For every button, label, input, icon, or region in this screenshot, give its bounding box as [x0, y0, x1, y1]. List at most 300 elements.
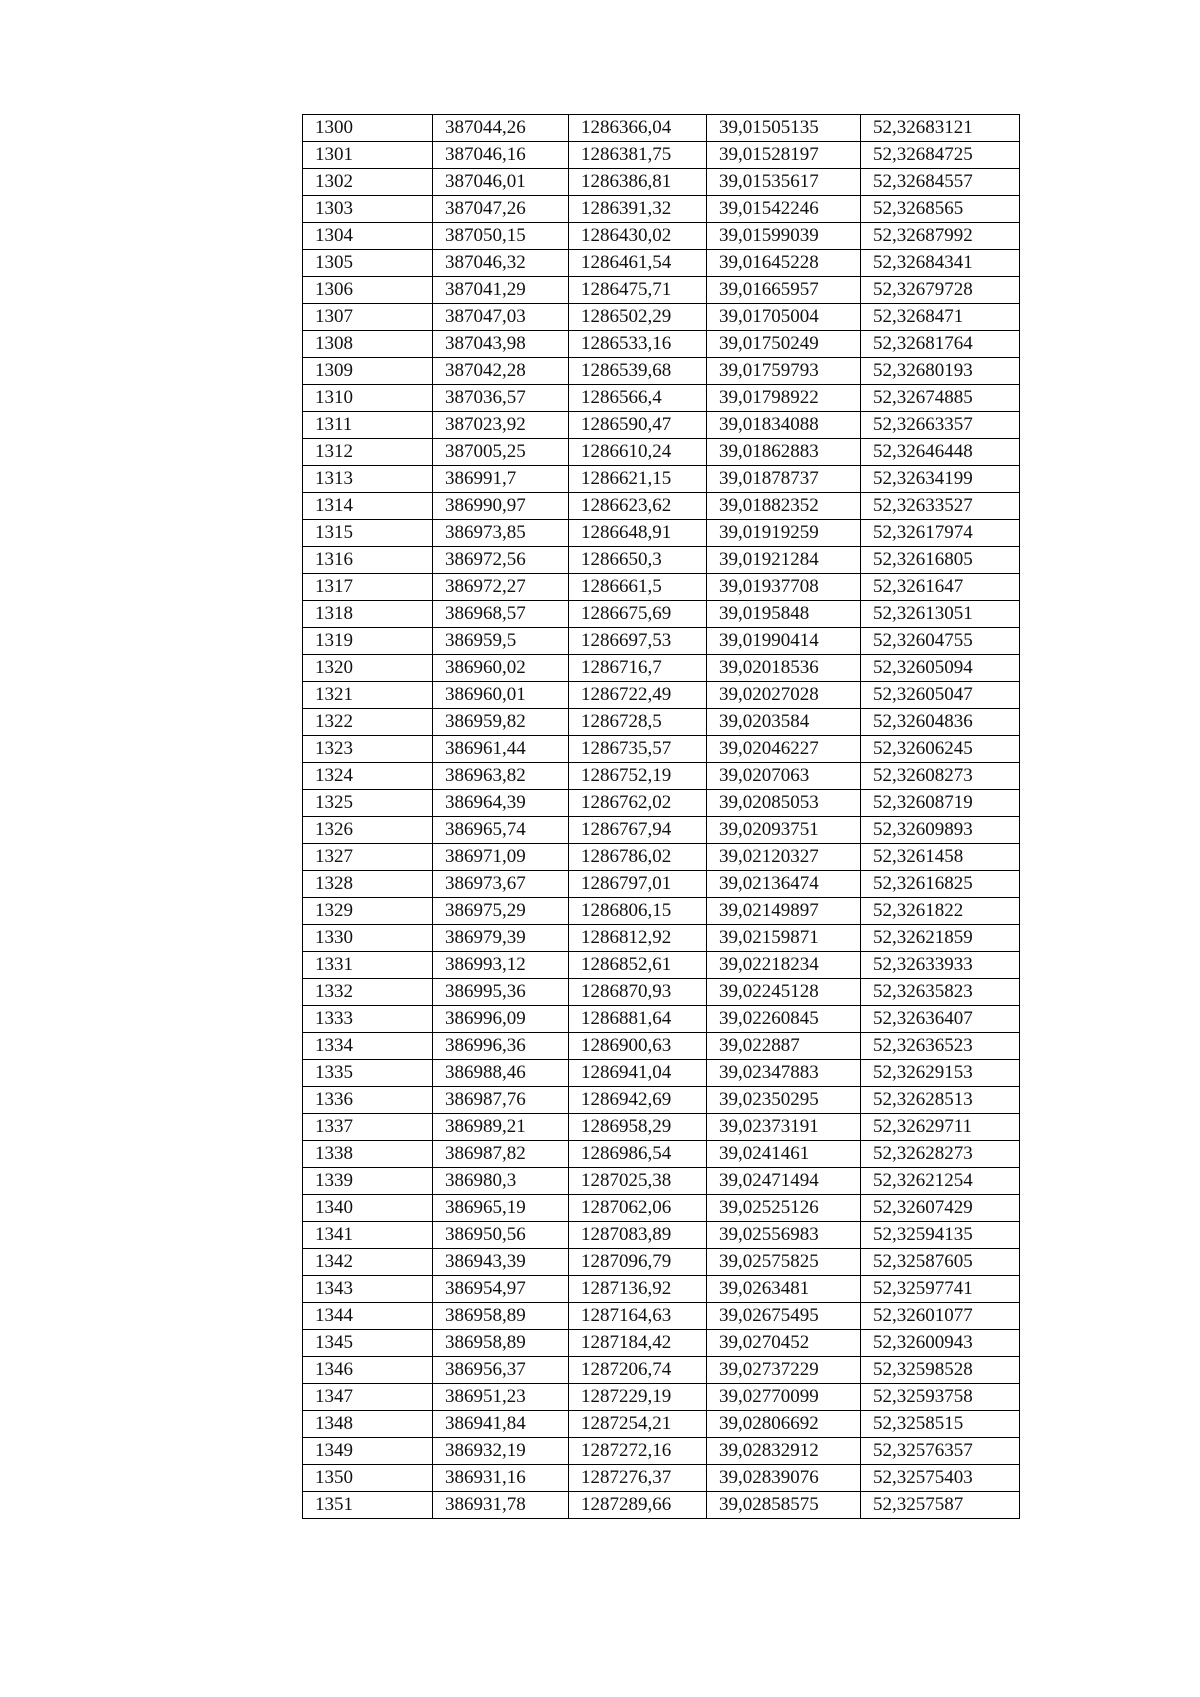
latitude-cell: 52,32616805 — [861, 547, 1020, 574]
longitude-cell: 39,02525126 — [707, 1195, 861, 1222]
latitude-cell: 52,3261458 — [861, 844, 1020, 871]
y-coordinate-cell: 1287206,74 — [569, 1357, 707, 1384]
table-row — [303, 196, 1020, 223]
table-row — [303, 1060, 1020, 1087]
table-row — [303, 763, 1020, 790]
longitude-cell: 39,02245128 — [707, 979, 861, 1006]
latitude-cell: 52,3261822 — [861, 898, 1020, 925]
point-number-cell: 1300 — [303, 115, 433, 142]
x-coordinate-cell: 386987,82 — [433, 1141, 569, 1168]
longitude-cell: 39,02046227 — [707, 736, 861, 763]
longitude-cell: 39,0241461 — [707, 1141, 861, 1168]
longitude-cell: 39,01599039 — [707, 223, 861, 250]
x-coordinate-cell: 386991,7 — [433, 466, 569, 493]
x-coordinate-cell: 386972,56 — [433, 547, 569, 574]
latitude-cell: 52,32680193 — [861, 358, 1020, 385]
longitude-cell: 39,02120327 — [707, 844, 861, 871]
y-coordinate-cell: 1287083,89 — [569, 1222, 707, 1249]
x-coordinate-cell: 386987,76 — [433, 1087, 569, 1114]
latitude-cell: 52,32604755 — [861, 628, 1020, 655]
table-row — [303, 1222, 1020, 1249]
x-coordinate-cell: 386959,5 — [433, 628, 569, 655]
x-coordinate-cell: 386965,19 — [433, 1195, 569, 1222]
x-coordinate-cell: 387042,28 — [433, 358, 569, 385]
y-coordinate-cell: 1287025,38 — [569, 1168, 707, 1195]
y-coordinate-cell: 1287272,16 — [569, 1438, 707, 1465]
point-number-cell: 1347 — [303, 1384, 433, 1411]
longitude-cell: 39,02350295 — [707, 1087, 861, 1114]
point-number-cell: 1336 — [303, 1087, 433, 1114]
latitude-cell: 52,32633933 — [861, 952, 1020, 979]
longitude-cell: 39,02085053 — [707, 790, 861, 817]
y-coordinate-cell: 1286461,54 — [569, 250, 707, 277]
longitude-cell: 39,01882352 — [707, 493, 861, 520]
longitude-cell: 39,01535617 — [707, 169, 861, 196]
latitude-cell: 52,32684557 — [861, 169, 1020, 196]
x-coordinate-cell: 386972,27 — [433, 574, 569, 601]
latitude-cell: 52,32617974 — [861, 520, 1020, 547]
longitude-cell: 39,02770099 — [707, 1384, 861, 1411]
latitude-cell: 52,32634199 — [861, 466, 1020, 493]
latitude-cell: 52,32593758 — [861, 1384, 1020, 1411]
point-number-cell: 1304 — [303, 223, 433, 250]
longitude-cell: 39,02260845 — [707, 1006, 861, 1033]
y-coordinate-cell: 1286735,57 — [569, 736, 707, 763]
table-row — [303, 1330, 1020, 1357]
y-coordinate-cell: 1286650,3 — [569, 547, 707, 574]
point-number-cell: 1325 — [303, 790, 433, 817]
longitude-cell: 39,01878737 — [707, 466, 861, 493]
latitude-cell: 52,32636523 — [861, 1033, 1020, 1060]
point-number-cell: 1305 — [303, 250, 433, 277]
point-number-cell: 1329 — [303, 898, 433, 925]
latitude-cell: 52,3257587 — [861, 1492, 1020, 1519]
latitude-cell: 52,32608719 — [861, 790, 1020, 817]
longitude-cell: 39,01542246 — [707, 196, 861, 223]
y-coordinate-cell: 1286870,93 — [569, 979, 707, 1006]
point-number-cell: 1322 — [303, 709, 433, 736]
y-coordinate-cell: 1286786,02 — [569, 844, 707, 871]
table-row — [303, 1087, 1020, 1114]
latitude-cell: 52,32597741 — [861, 1276, 1020, 1303]
longitude-cell: 39,02159871 — [707, 925, 861, 952]
table-row — [303, 1168, 1020, 1195]
table-row — [303, 574, 1020, 601]
latitude-cell: 52,32605047 — [861, 682, 1020, 709]
longitude-cell: 39,02027028 — [707, 682, 861, 709]
table-row — [303, 358, 1020, 385]
x-coordinate-cell: 386941,84 — [433, 1411, 569, 1438]
latitude-cell: 52,32683121 — [861, 115, 1020, 142]
latitude-cell: 52,32633527 — [861, 493, 1020, 520]
point-number-cell: 1351 — [303, 1492, 433, 1519]
longitude-cell: 39,0207063 — [707, 763, 861, 790]
table-row — [303, 277, 1020, 304]
table-row — [303, 1303, 1020, 1330]
latitude-cell: 52,32608273 — [861, 763, 1020, 790]
longitude-cell: 39,01798922 — [707, 385, 861, 412]
latitude-cell: 52,32674885 — [861, 385, 1020, 412]
y-coordinate-cell: 1287276,37 — [569, 1465, 707, 1492]
point-number-cell: 1307 — [303, 304, 433, 331]
table-row — [303, 1033, 1020, 1060]
x-coordinate-cell: 386979,39 — [433, 925, 569, 952]
y-coordinate-cell: 1286752,19 — [569, 763, 707, 790]
point-number-cell: 1320 — [303, 655, 433, 682]
point-number-cell: 1333 — [303, 1006, 433, 1033]
latitude-cell: 52,32646448 — [861, 439, 1020, 466]
x-coordinate-cell: 386963,82 — [433, 763, 569, 790]
point-number-cell: 1348 — [303, 1411, 433, 1438]
x-coordinate-cell: 386951,23 — [433, 1384, 569, 1411]
point-number-cell: 1315 — [303, 520, 433, 547]
latitude-cell: 52,32606245 — [861, 736, 1020, 763]
table-row — [303, 601, 1020, 628]
latitude-cell: 52,32684341 — [861, 250, 1020, 277]
longitude-cell: 39,02575825 — [707, 1249, 861, 1276]
latitude-cell: 52,32607429 — [861, 1195, 1020, 1222]
x-coordinate-cell: 386956,37 — [433, 1357, 569, 1384]
coordinates-table — [302, 114, 1020, 1519]
table-row — [303, 979, 1020, 1006]
longitude-cell: 39,02832912 — [707, 1438, 861, 1465]
point-number-cell: 1324 — [303, 763, 433, 790]
longitude-cell: 39,01834088 — [707, 412, 861, 439]
y-coordinate-cell: 1287096,79 — [569, 1249, 707, 1276]
y-coordinate-cell: 1286566,4 — [569, 385, 707, 412]
latitude-cell: 52,32576357 — [861, 1438, 1020, 1465]
y-coordinate-cell: 1287184,42 — [569, 1330, 707, 1357]
table-row — [303, 520, 1020, 547]
x-coordinate-cell: 386965,74 — [433, 817, 569, 844]
point-number-cell: 1306 — [303, 277, 433, 304]
latitude-cell: 52,32635823 — [861, 979, 1020, 1006]
longitude-cell: 39,02858575 — [707, 1492, 861, 1519]
y-coordinate-cell: 1287136,92 — [569, 1276, 707, 1303]
x-coordinate-cell: 386975,29 — [433, 898, 569, 925]
y-coordinate-cell: 1286881,64 — [569, 1006, 707, 1033]
y-coordinate-cell: 1286942,69 — [569, 1087, 707, 1114]
y-coordinate-cell: 1286391,32 — [569, 196, 707, 223]
point-number-cell: 1308 — [303, 331, 433, 358]
table-row — [303, 493, 1020, 520]
longitude-cell: 39,02218234 — [707, 952, 861, 979]
x-coordinate-cell: 386989,21 — [433, 1114, 569, 1141]
latitude-cell: 52,32587605 — [861, 1249, 1020, 1276]
x-coordinate-cell: 386958,89 — [433, 1303, 569, 1330]
table-row — [303, 1249, 1020, 1276]
longitude-cell: 39,01919259 — [707, 520, 861, 547]
x-coordinate-cell: 386960,02 — [433, 655, 569, 682]
table-row — [303, 709, 1020, 736]
point-number-cell: 1337 — [303, 1114, 433, 1141]
latitude-cell: 52,32605094 — [861, 655, 1020, 682]
x-coordinate-cell: 386993,12 — [433, 952, 569, 979]
y-coordinate-cell: 1286728,5 — [569, 709, 707, 736]
latitude-cell: 52,32629153 — [861, 1060, 1020, 1087]
table-row — [303, 1492, 1020, 1519]
y-coordinate-cell: 1286675,69 — [569, 601, 707, 628]
table-row — [303, 331, 1020, 358]
table-row — [303, 898, 1020, 925]
x-coordinate-cell: 387046,32 — [433, 250, 569, 277]
y-coordinate-cell: 1286762,02 — [569, 790, 707, 817]
point-number-cell: 1332 — [303, 979, 433, 1006]
y-coordinate-cell: 1286958,29 — [569, 1114, 707, 1141]
latitude-cell: 52,32601077 — [861, 1303, 1020, 1330]
longitude-cell: 39,02737229 — [707, 1357, 861, 1384]
latitude-cell: 52,32628513 — [861, 1087, 1020, 1114]
x-coordinate-cell: 386943,39 — [433, 1249, 569, 1276]
y-coordinate-cell: 1286610,24 — [569, 439, 707, 466]
latitude-cell: 52,32598528 — [861, 1357, 1020, 1384]
y-coordinate-cell: 1286533,16 — [569, 331, 707, 358]
longitude-cell: 39,02347883 — [707, 1060, 861, 1087]
point-number-cell: 1342 — [303, 1249, 433, 1276]
longitude-cell: 39,01528197 — [707, 142, 861, 169]
point-number-cell: 1331 — [303, 952, 433, 979]
y-coordinate-cell: 1286661,5 — [569, 574, 707, 601]
x-coordinate-cell: 387005,25 — [433, 439, 569, 466]
point-number-cell: 1327 — [303, 844, 433, 871]
latitude-cell: 52,32609893 — [861, 817, 1020, 844]
longitude-cell: 39,02806692 — [707, 1411, 861, 1438]
table-row — [303, 682, 1020, 709]
point-number-cell: 1316 — [303, 547, 433, 574]
y-coordinate-cell: 1286797,01 — [569, 871, 707, 898]
table-row — [303, 952, 1020, 979]
longitude-cell: 39,02149897 — [707, 898, 861, 925]
point-number-cell: 1311 — [303, 412, 433, 439]
point-number-cell: 1346 — [303, 1357, 433, 1384]
point-number-cell: 1303 — [303, 196, 433, 223]
x-coordinate-cell: 386973,67 — [433, 871, 569, 898]
latitude-cell: 52,32629711 — [861, 1114, 1020, 1141]
table-row — [303, 790, 1020, 817]
longitude-cell: 39,02093751 — [707, 817, 861, 844]
point-number-cell: 1313 — [303, 466, 433, 493]
latitude-cell: 52,3268471 — [861, 304, 1020, 331]
longitude-cell: 39,02471494 — [707, 1168, 861, 1195]
table-row — [303, 385, 1020, 412]
table-row — [303, 1384, 1020, 1411]
latitude-cell: 52,32621859 — [861, 925, 1020, 952]
longitude-cell: 39,0263481 — [707, 1276, 861, 1303]
x-coordinate-cell: 387047,26 — [433, 196, 569, 223]
x-coordinate-cell: 386931,16 — [433, 1465, 569, 1492]
y-coordinate-cell: 1287062,06 — [569, 1195, 707, 1222]
y-coordinate-cell: 1286475,71 — [569, 277, 707, 304]
longitude-cell: 39,02136474 — [707, 871, 861, 898]
longitude-cell: 39,02373191 — [707, 1114, 861, 1141]
point-number-cell: 1344 — [303, 1303, 433, 1330]
table-row — [303, 1114, 1020, 1141]
x-coordinate-cell: 386954,97 — [433, 1276, 569, 1303]
table-row — [303, 1141, 1020, 1168]
x-coordinate-cell: 386980,3 — [433, 1168, 569, 1195]
point-number-cell: 1334 — [303, 1033, 433, 1060]
point-number-cell: 1301 — [303, 142, 433, 169]
latitude-cell: 52,32594135 — [861, 1222, 1020, 1249]
point-number-cell: 1312 — [303, 439, 433, 466]
point-number-cell: 1339 — [303, 1168, 433, 1195]
latitude-cell: 52,32628273 — [861, 1141, 1020, 1168]
y-coordinate-cell: 1286366,04 — [569, 115, 707, 142]
longitude-cell: 39,01750249 — [707, 331, 861, 358]
longitude-cell: 39,02839076 — [707, 1465, 861, 1492]
point-number-cell: 1314 — [303, 493, 433, 520]
longitude-cell: 39,01937708 — [707, 574, 861, 601]
table-row — [303, 304, 1020, 331]
x-coordinate-cell: 386950,56 — [433, 1222, 569, 1249]
x-coordinate-cell: 386995,36 — [433, 979, 569, 1006]
longitude-cell: 39,0203584 — [707, 709, 861, 736]
point-number-cell: 1341 — [303, 1222, 433, 1249]
y-coordinate-cell: 1286900,63 — [569, 1033, 707, 1060]
table-row — [303, 466, 1020, 493]
y-coordinate-cell: 1286767,94 — [569, 817, 707, 844]
y-coordinate-cell: 1286502,29 — [569, 304, 707, 331]
latitude-cell: 52,32616825 — [861, 871, 1020, 898]
longitude-cell: 39,01505135 — [707, 115, 861, 142]
point-number-cell: 1326 — [303, 817, 433, 844]
y-coordinate-cell: 1286852,61 — [569, 952, 707, 979]
x-coordinate-cell: 386971,09 — [433, 844, 569, 871]
x-coordinate-cell: 386932,19 — [433, 1438, 569, 1465]
latitude-cell: 52,32621254 — [861, 1168, 1020, 1195]
y-coordinate-cell: 1286941,04 — [569, 1060, 707, 1087]
longitude-cell: 39,02018536 — [707, 655, 861, 682]
longitude-cell: 39,01862883 — [707, 439, 861, 466]
point-number-cell: 1349 — [303, 1438, 433, 1465]
x-coordinate-cell: 386988,46 — [433, 1060, 569, 1087]
point-number-cell: 1321 — [303, 682, 433, 709]
longitude-cell: 39,02556983 — [707, 1222, 861, 1249]
point-number-cell: 1340 — [303, 1195, 433, 1222]
x-coordinate-cell: 386931,78 — [433, 1492, 569, 1519]
table-row — [303, 439, 1020, 466]
latitude-cell: 52,32613051 — [861, 601, 1020, 628]
latitude-cell: 52,32600943 — [861, 1330, 1020, 1357]
y-coordinate-cell: 1287164,63 — [569, 1303, 707, 1330]
table-row — [303, 871, 1020, 898]
y-coordinate-cell: 1286986,54 — [569, 1141, 707, 1168]
latitude-cell: 52,32684725 — [861, 142, 1020, 169]
table-row — [303, 169, 1020, 196]
latitude-cell: 52,32681764 — [861, 331, 1020, 358]
x-coordinate-cell: 386973,85 — [433, 520, 569, 547]
point-number-cell: 1309 — [303, 358, 433, 385]
y-coordinate-cell: 1286623,62 — [569, 493, 707, 520]
table-row — [303, 412, 1020, 439]
table-row — [303, 250, 1020, 277]
y-coordinate-cell: 1287229,19 — [569, 1384, 707, 1411]
point-number-cell: 1302 — [303, 169, 433, 196]
latitude-cell: 52,32679728 — [861, 277, 1020, 304]
longitude-cell: 39,0270452 — [707, 1330, 861, 1357]
y-coordinate-cell: 1286716,7 — [569, 655, 707, 682]
x-coordinate-cell: 387023,92 — [433, 412, 569, 439]
longitude-cell: 39,01990414 — [707, 628, 861, 655]
latitude-cell: 52,3258515 — [861, 1411, 1020, 1438]
table-row — [303, 223, 1020, 250]
x-coordinate-cell: 386960,01 — [433, 682, 569, 709]
longitude-cell: 39,01705004 — [707, 304, 861, 331]
y-coordinate-cell: 1286590,47 — [569, 412, 707, 439]
x-coordinate-cell: 386996,09 — [433, 1006, 569, 1033]
point-number-cell: 1335 — [303, 1060, 433, 1087]
y-coordinate-cell: 1286430,02 — [569, 223, 707, 250]
x-coordinate-cell: 386958,89 — [433, 1330, 569, 1357]
y-coordinate-cell: 1286812,92 — [569, 925, 707, 952]
point-number-cell: 1345 — [303, 1330, 433, 1357]
x-coordinate-cell: 386964,39 — [433, 790, 569, 817]
x-coordinate-cell: 386996,36 — [433, 1033, 569, 1060]
table-row — [303, 844, 1020, 871]
longitude-cell: 39,02675495 — [707, 1303, 861, 1330]
table-row — [303, 1195, 1020, 1222]
point-number-cell: 1350 — [303, 1465, 433, 1492]
coordinates-table-body — [303, 115, 1020, 1519]
x-coordinate-cell: 387036,57 — [433, 385, 569, 412]
y-coordinate-cell: 1287289,66 — [569, 1492, 707, 1519]
table-row — [303, 1411, 1020, 1438]
x-coordinate-cell: 387050,15 — [433, 223, 569, 250]
table-row — [303, 1438, 1020, 1465]
table-row — [303, 628, 1020, 655]
table-row — [303, 115, 1020, 142]
point-number-cell: 1318 — [303, 601, 433, 628]
point-number-cell: 1317 — [303, 574, 433, 601]
y-coordinate-cell: 1286621,15 — [569, 466, 707, 493]
y-coordinate-cell: 1286806,15 — [569, 898, 707, 925]
x-coordinate-cell: 387047,03 — [433, 304, 569, 331]
x-coordinate-cell: 386968,57 — [433, 601, 569, 628]
latitude-cell: 52,32636407 — [861, 1006, 1020, 1033]
y-coordinate-cell: 1286722,49 — [569, 682, 707, 709]
table-row — [303, 1465, 1020, 1492]
longitude-cell: 39,022887 — [707, 1033, 861, 1060]
latitude-cell: 52,32687992 — [861, 223, 1020, 250]
x-coordinate-cell: 387044,26 — [433, 115, 569, 142]
table-row — [303, 1006, 1020, 1033]
x-coordinate-cell: 387046,16 — [433, 142, 569, 169]
longitude-cell: 39,01665957 — [707, 277, 861, 304]
x-coordinate-cell: 386961,44 — [433, 736, 569, 763]
longitude-cell: 39,01921284 — [707, 547, 861, 574]
longitude-cell: 39,01645228 — [707, 250, 861, 277]
latitude-cell: 52,3261647 — [861, 574, 1020, 601]
x-coordinate-cell: 387041,29 — [433, 277, 569, 304]
y-coordinate-cell: 1286386,81 — [569, 169, 707, 196]
y-coordinate-cell: 1286648,91 — [569, 520, 707, 547]
y-coordinate-cell: 1286697,53 — [569, 628, 707, 655]
table-row — [303, 1357, 1020, 1384]
longitude-cell: 39,01759793 — [707, 358, 861, 385]
table-row — [303, 817, 1020, 844]
point-number-cell: 1338 — [303, 1141, 433, 1168]
latitude-cell: 52,32663357 — [861, 412, 1020, 439]
longitude-cell: 39,0195848 — [707, 601, 861, 628]
latitude-cell: 52,32575403 — [861, 1465, 1020, 1492]
table-row — [303, 925, 1020, 952]
y-coordinate-cell: 1286381,75 — [569, 142, 707, 169]
table-row — [303, 655, 1020, 682]
latitude-cell: 52,32604836 — [861, 709, 1020, 736]
y-coordinate-cell: 1286539,68 — [569, 358, 707, 385]
latitude-cell: 52,3268565 — [861, 196, 1020, 223]
y-coordinate-cell: 1287254,21 — [569, 1411, 707, 1438]
